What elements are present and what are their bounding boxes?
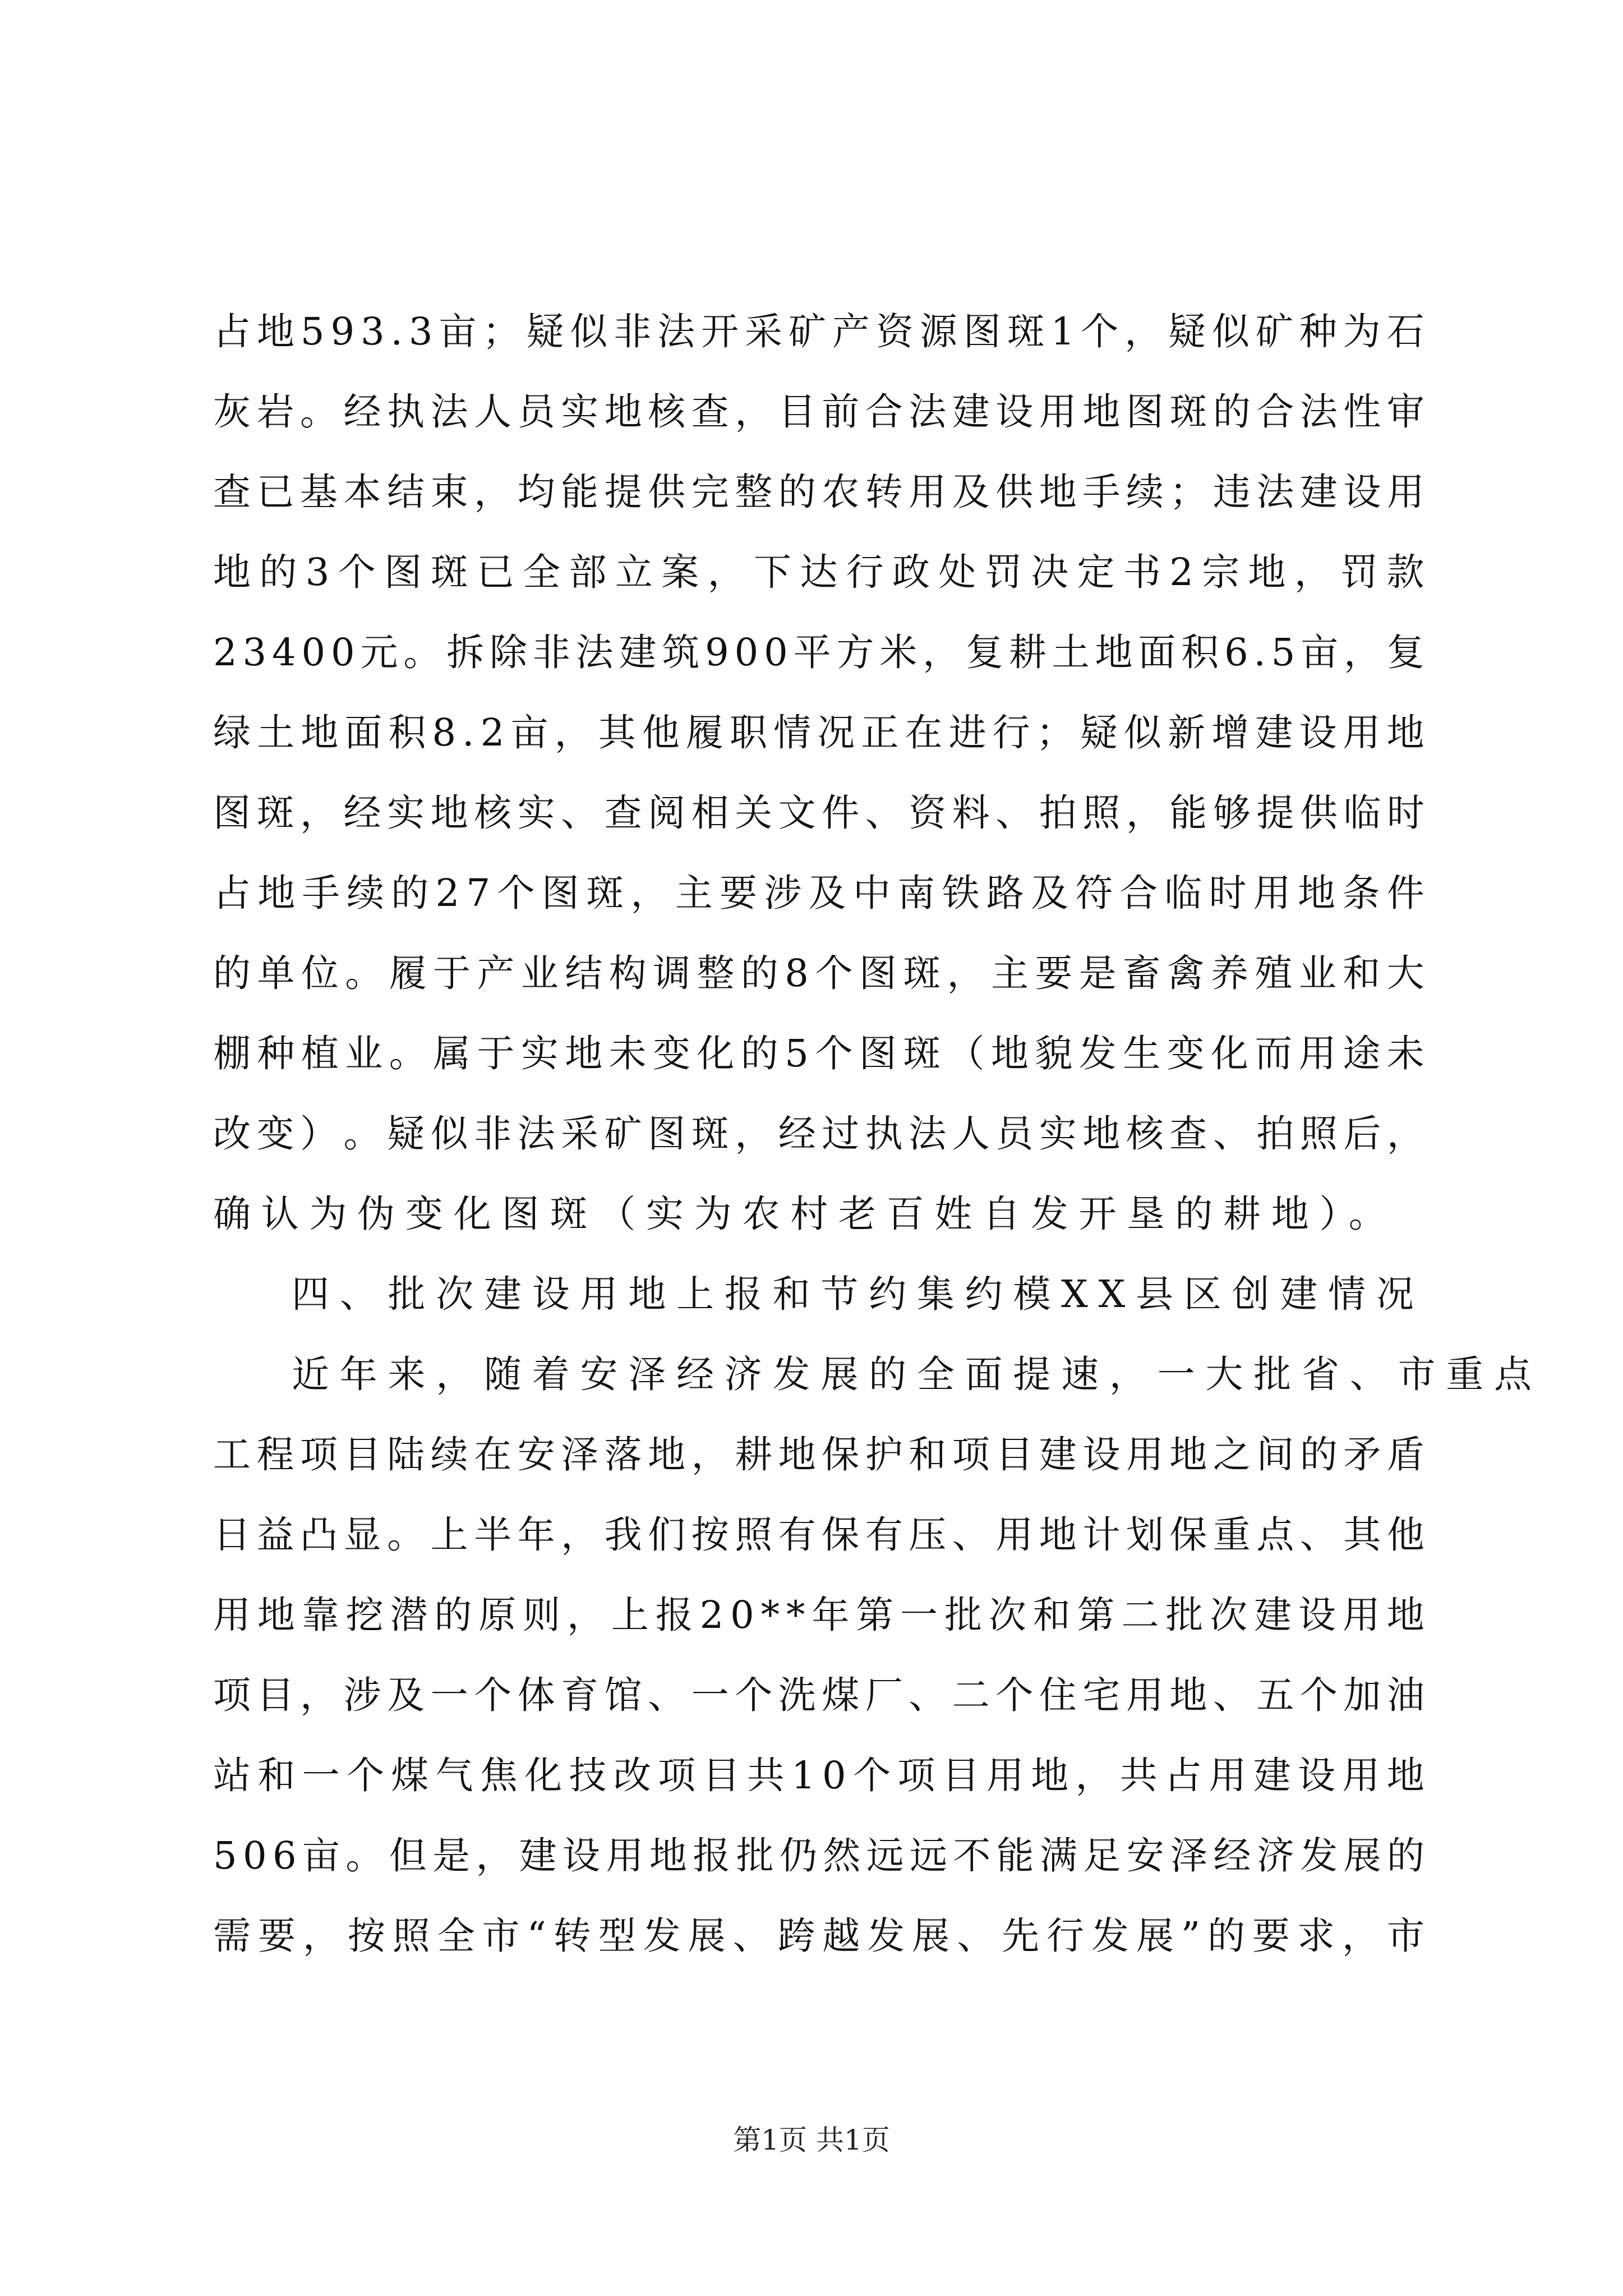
paragraph-line: 占 地 手 续 的 2 7 个 图 斑 ， 主 要 涉 及 中 南 铁 路 及 符 合 临 时 用 地 条 件 — [213, 871, 1424, 915]
paragraph-line: 项 目 ， 涉 及 一 个 体 育 馆 、 一 个 洗 煤 厂 、 二 个 住 宅 用 地 、 五 个 加 油 — [213, 1673, 1424, 1717]
paragraph-line: 的 单 位 。 履 于 产 业 结 构 调 整 的 8 个 图 斑 ， 主 要 是 畜 禽 养 殖 业 和 大 — [213, 951, 1424, 995]
page-footer: 第1页 共1页 — [733, 2124, 890, 2156]
paragraph-line: 日 益 凸 显 。 上 半 年 ， 我 们 按 照 有 保 有 压 、 用 地 计 划 保 重 点 、 其 他 — [213, 1513, 1424, 1557]
paragraph-line: 改 变 ） 。 疑 似 非 法 采 矿 图 斑 ， 经 过 执 法 人 员 实 地 核 查 、 拍 照 后 ， — [213, 1112, 1424, 1156]
body-text — [213, 292, 1542, 1976]
paragraph-line: 绿 土 地 面 积 8 . 2 亩 ， 其 他 履 职 情 况 正 在 进 行 ； 疑 似 新 增 建 设 用 地 — [213, 711, 1424, 754]
paragraph-line: 图 斑 ， 经 实 地 核 实 、 查 阅 相 关 文 件 、 资 料 、 拍 照 ， 能 够 提 供 临 时 — [213, 791, 1424, 835]
section-heading: 四、批次建设用地上报和节约集约模XX县区创建情况 — [292, 1272, 1424, 1316]
paragraph-line: 近年来，随着安泽经济发展的全面提速，一大批省、市重点 — [292, 1352, 1542, 1396]
paragraph-line: 用 地 靠 挖 潜 的 原 则 ， 上 报 2 0 * * 年 第 一 批 次 和 第 二 批 次 建 设 用 地 — [213, 1593, 1424, 1637]
paragraph-line: 棚 种 植 业 。 属 于 实 地 未 变 化 的 5 个 图 斑 （ 地 貌 发 生 变 化 而 用 途 未 — [213, 1032, 1424, 1075]
paragraph-line: 占 地 5 9 3 . 3 亩 ； 疑 似 非 法 开 采 矿 产 资 源 图 斑 1 个 ， 疑 似 矿 种 为 石 — [213, 310, 1424, 353]
paragraph-line: 站 和 一 个 煤 气 焦 化 技 改 项 目 共 1 0 个 项 目 用 地 ， 共 占 用 建 设 用 地 — [213, 1754, 1424, 1797]
paragraph-line: 5 0 6 亩 。 但 是 ， 建 设 用 地 报 批 仍 然 远 远 不 能 满 足 安 泽 经 济 发 展 的 — [213, 1834, 1424, 1878]
paragraph-line: 工 程 项 目 陆 续 在 安 泽 落 地 ， 耕 地 保 护 和 项 目 建 设 用 地 之 间 的 矛 盾 — [213, 1433, 1424, 1476]
paragraph-line: 需 要 ， 按 照 全 市 “ 转 型 发 展 、 跨 越 发 展 、 先 行 发 展 ” 的 要 求 ， 市 — [213, 1914, 1424, 1958]
paragraph-line: 查 已 基 本 结 束 ， 均 能 提 供 完 整 的 农 转 用 及 供 地 手 续 ； 违 法 建 设 用 — [213, 470, 1424, 514]
paragraph-line: 确认为伪变化图斑（实为农村老百姓自发开垦的耕地）。 — [213, 1192, 1397, 1236]
paragraph-line: 地 的 3 个 图 斑 已 全 部 立 案 ， 下 达 行 政 处 罚 决 定 书 2 宗 地 ， 罚 款 — [213, 550, 1424, 594]
paragraph-line: 2 3 4 0 0 元 。 拆 除 非 法 建 筑 9 0 0 平 方 米 ， 复 耕 土 地 面 积 6 . 5 亩 ， 复 — [213, 631, 1424, 674]
paragraph-line: 灰 岩 。 经 执 法 人 员 实 地 核 查 ， 目 前 合 法 建 设 用 地 图 斑 的 合 法 性 审 — [213, 390, 1424, 434]
